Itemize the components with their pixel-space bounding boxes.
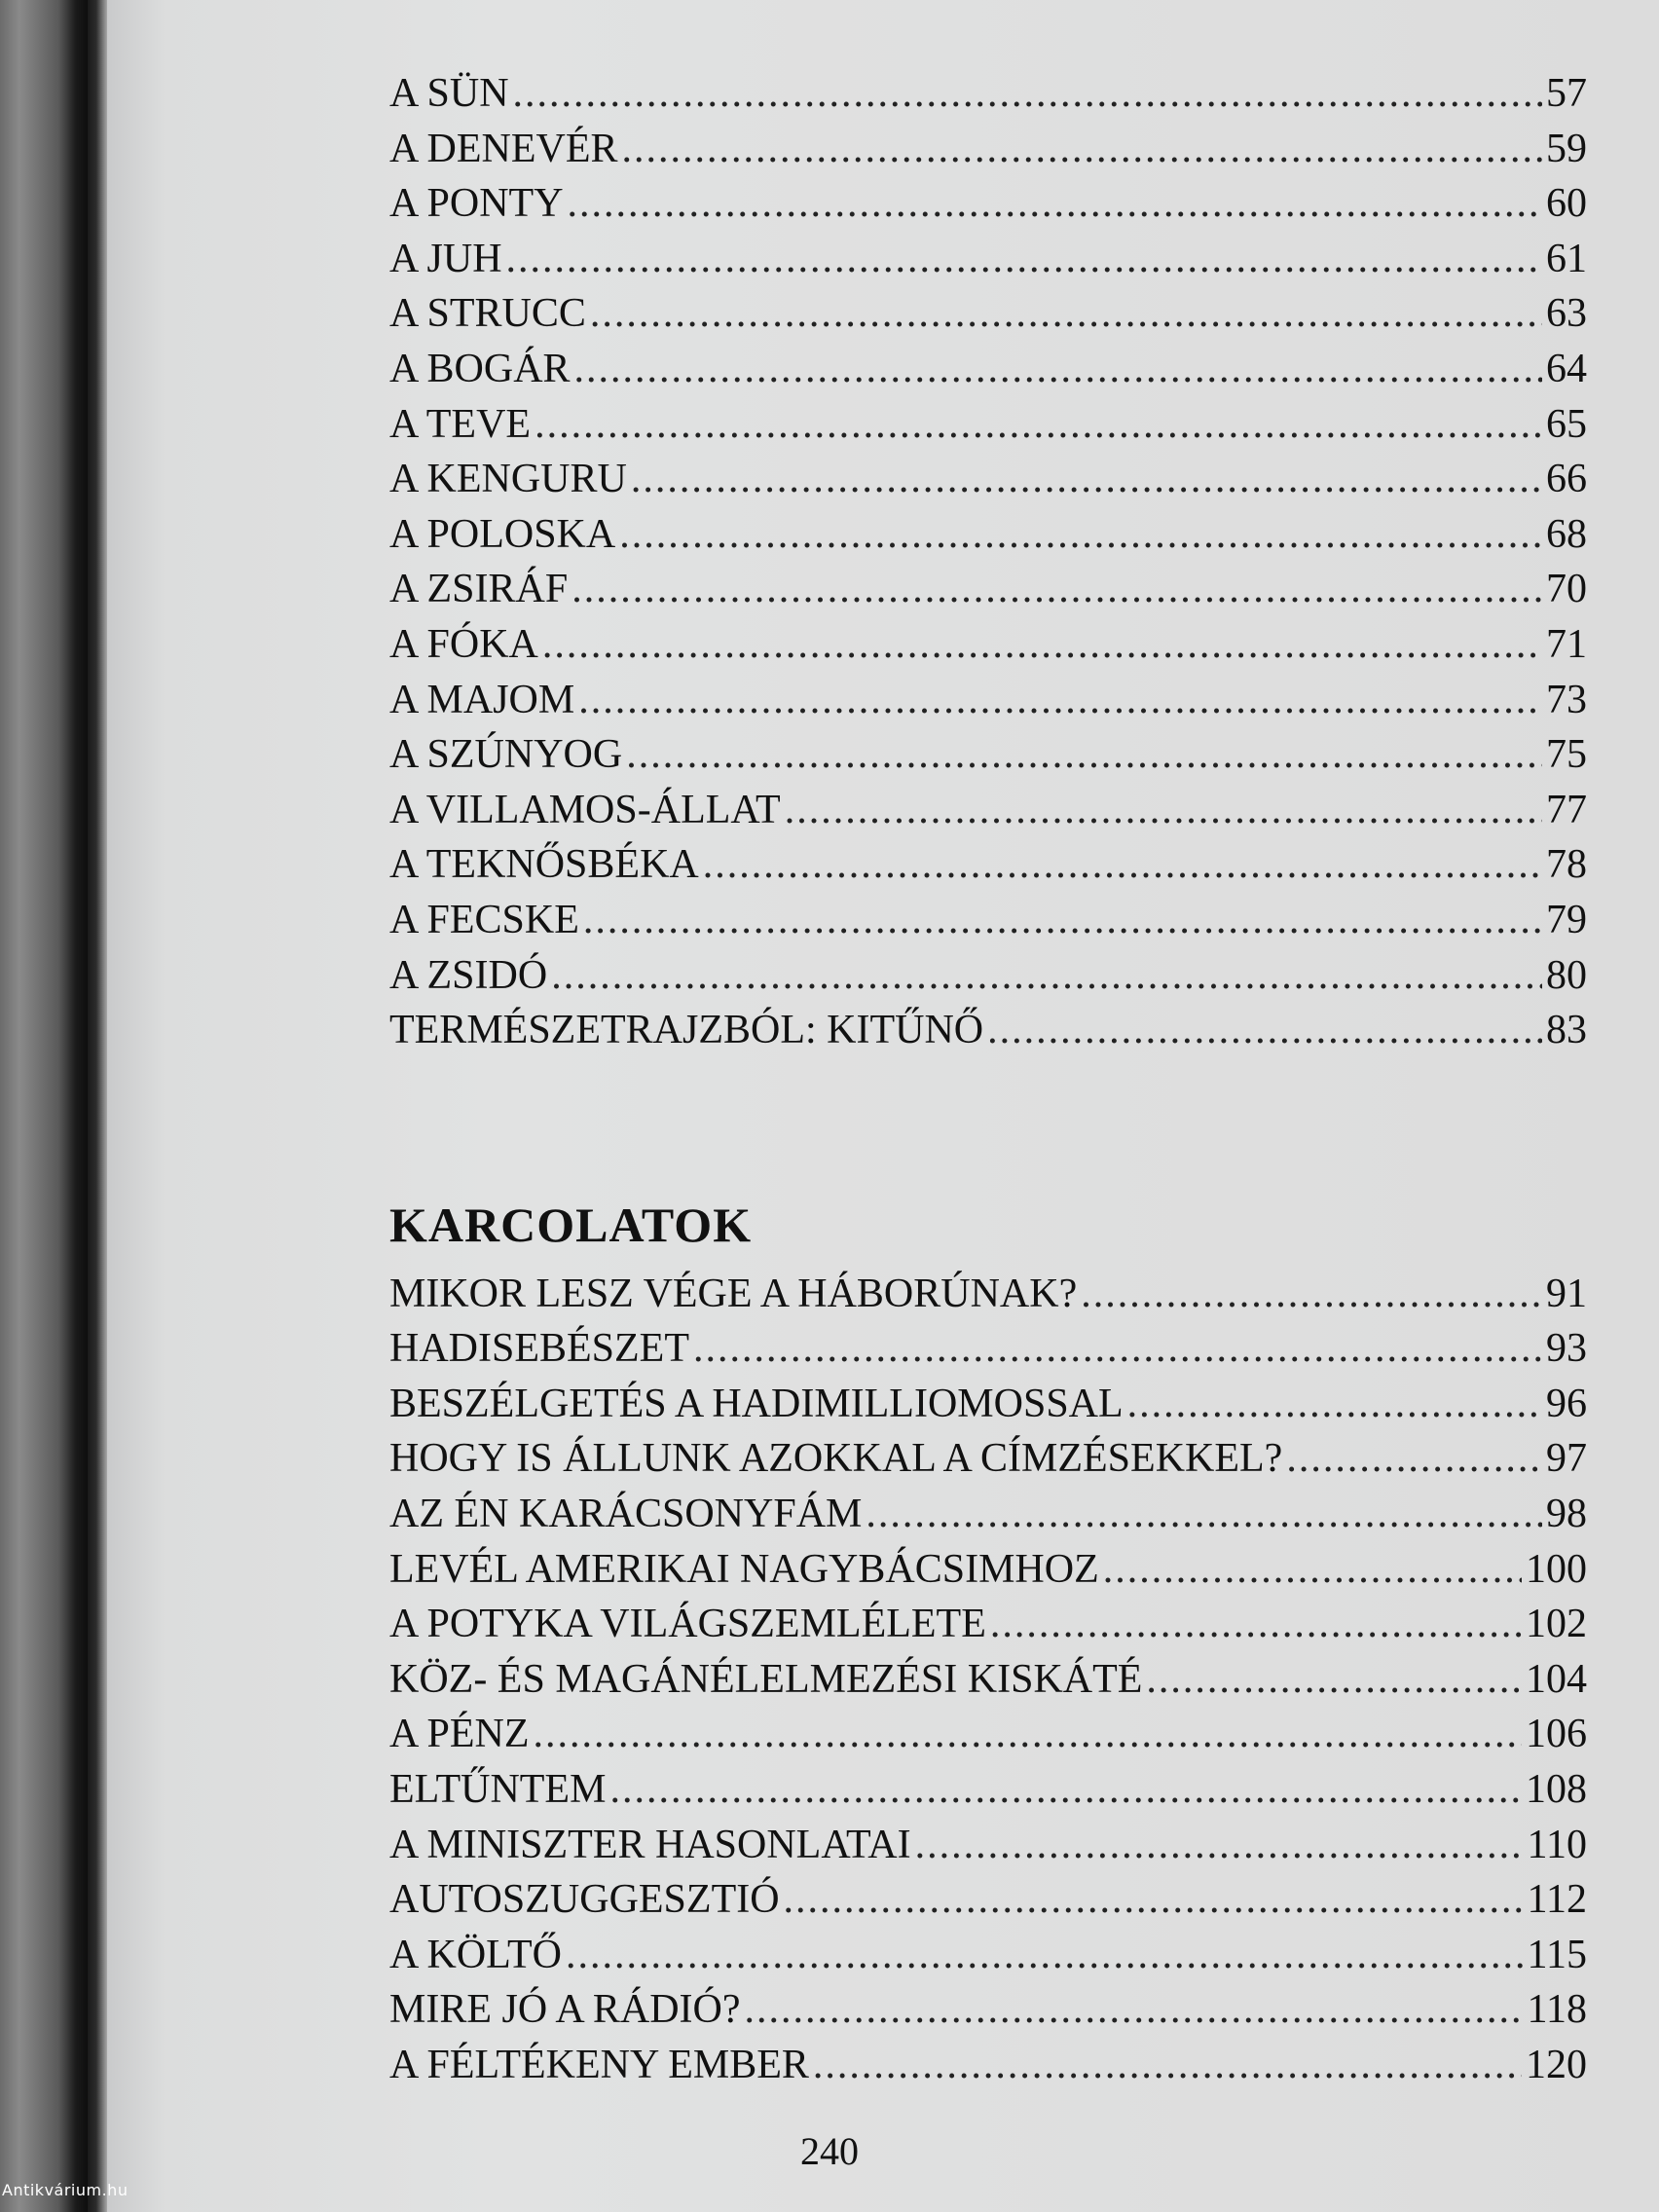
toc-entry-page-number: 71 (1546, 621, 1587, 667)
toc-entry (389, 948, 1587, 1004)
toc-entry-page-number: 75 (1546, 732, 1587, 778)
toc-entry-title: TERMÉSZETRAJZBÓL: KITŰNŐ (389, 1008, 984, 1053)
toc-entry (389, 1597, 1587, 1652)
toc-entry-page-number: 102 (1526, 1602, 1587, 1647)
toc-entry-page-number: 93 (1546, 1326, 1587, 1372)
dot-leader (785, 783, 1542, 838)
dot-leader (590, 286, 1542, 342)
toc-entry-page-number: 66 (1546, 457, 1587, 502)
toc-entry-page-number: 104 (1526, 1656, 1587, 1702)
toc-entry-page-number: 98 (1546, 1492, 1587, 1537)
toc-entry-title: A POLOSKA (389, 511, 616, 557)
dot-leader (784, 1872, 1524, 1928)
dot-leader (578, 673, 1542, 728)
toc-entry-title: A POTYKA VILÁGSZEMLÉLETE (389, 1602, 986, 1647)
toc-entry-page-number: 115 (1527, 1932, 1587, 1977)
dot-leader (1081, 1267, 1542, 1322)
toc-entry-page-number: 70 (1546, 567, 1587, 612)
toc-entry (389, 673, 1587, 728)
table-of-contents (389, 66, 1587, 2093)
toc-entry-page-number: 108 (1526, 1767, 1587, 1813)
toc-entry (389, 1762, 1587, 1818)
toc-entry (389, 1267, 1587, 1322)
toc-entry-title: A BOGÁR (389, 346, 571, 391)
dot-leader (915, 1818, 1524, 1873)
toc-entry-page-number: 57 (1546, 71, 1587, 116)
toc-entry (389, 1982, 1587, 2038)
dot-leader (551, 948, 1542, 1004)
toc-entry-title: A JUH (389, 236, 502, 281)
toc-entry-page-number: 112 (1527, 1877, 1587, 1923)
dot-leader (535, 397, 1542, 453)
toc-entry-title: A ZSIRÁF (389, 567, 569, 612)
toc-entry (389, 397, 1587, 453)
dot-leader (987, 1003, 1542, 1058)
toc-entry-title: AUTOSZUGGESZTIÓ (389, 1877, 780, 1923)
toc-entry-title: A MAJOM (389, 677, 575, 722)
toc-entry-title: A PÉNZ (389, 1712, 530, 1757)
dot-leader (619, 507, 1542, 563)
dot-leader (513, 66, 1542, 122)
toc-entry-title: BESZÉLGETÉS A HADIMILLIOMOSSAL (389, 1381, 1124, 1426)
dot-leader (506, 232, 1542, 287)
toc-entry (389, 342, 1587, 397)
toc-entry-page-number: 106 (1526, 1712, 1587, 1757)
dot-leader (626, 727, 1542, 783)
toc-entry (389, 452, 1587, 507)
toc-entry-page-number: 97 (1546, 1436, 1587, 1482)
toc-entry-page-number: 80 (1546, 952, 1587, 998)
toc-entry (389, 286, 1587, 342)
toc-entry (389, 122, 1587, 177)
page-number: 240 (800, 2129, 859, 2173)
toc-entry-page-number: 61 (1546, 236, 1587, 281)
toc-entry (389, 2038, 1587, 2093)
toc-entry-title: KÖZ- ÉS MAGÁNÉLELMEZÉSI KISKÁTÉ (389, 1656, 1143, 1702)
toc-entry (389, 1707, 1587, 1762)
toc-entry (389, 1487, 1587, 1542)
toc-entry (389, 837, 1587, 893)
toc-entry-page-number: 83 (1546, 1008, 1587, 1053)
toc-entry-title: MIKOR LESZ VÉGE A HÁBORÚNAK? (389, 1271, 1078, 1316)
toc-entry-title: A TEKNŐSBÉKA (389, 842, 699, 888)
toc-entry (389, 1872, 1587, 1928)
toc-entry-title: A PONTY (389, 181, 564, 227)
toc-entry-title: A ZSIDÓ (389, 952, 548, 998)
dot-leader (745, 1982, 1524, 2038)
toc-entry-page-number: 96 (1546, 1381, 1587, 1426)
toc-entry-page-number: 60 (1546, 181, 1587, 227)
toc-entry (389, 1928, 1587, 1983)
toc-entry (389, 507, 1587, 563)
toc-entry-page-number: 118 (1527, 1987, 1587, 2033)
toc-entry-title: A FECSKE (389, 897, 579, 942)
toc-list (389, 66, 1587, 1058)
toc-entry (389, 1542, 1587, 1598)
toc-entry-title: A FÓKA (389, 621, 538, 667)
toc-entry (389, 893, 1587, 948)
dot-leader (866, 1487, 1542, 1542)
toc-entry-title: A FÉLTÉKENY EMBER (389, 2043, 809, 2087)
dot-leader (1127, 1377, 1542, 1432)
dot-leader (609, 1762, 1522, 1818)
toc-entry (389, 1652, 1587, 1708)
toc-entry-page-number: 91 (1546, 1271, 1587, 1316)
toc-entry-page-number: 59 (1546, 126, 1587, 171)
toc-entry-title: A KÖLTŐ (389, 1932, 562, 1977)
toc-entry-page-number: 63 (1546, 291, 1587, 337)
section-heading: KARCOLATOK (389, 1197, 753, 1252)
dot-leader (1286, 1431, 1542, 1487)
dot-leader (542, 617, 1542, 673)
toc-entry-title: HADISEBÉSZET (389, 1326, 689, 1372)
toc-entry-title: A DENEVÉR (389, 126, 618, 171)
toc-entry (389, 727, 1587, 783)
dot-leader (574, 342, 1542, 397)
dot-leader (813, 2038, 1522, 2093)
toc-entry (389, 1377, 1587, 1432)
toc-entry-title: AZ ÉN KARÁCSONYFÁM (389, 1492, 863, 1537)
dot-leader (622, 122, 1543, 177)
dot-leader (568, 176, 1542, 232)
toc-entry-page-number: 100 (1526, 1546, 1587, 1592)
dot-leader (583, 893, 1542, 948)
toc-entry-title: HOGY IS ÁLLUNK AZOKKAL A CÍMZÉSEKKEL? (389, 1436, 1283, 1482)
toc-entry-title: ELTŰNTEM (389, 1767, 607, 1813)
dot-leader (566, 1928, 1524, 1983)
dot-leader (571, 562, 1542, 617)
dot-leader (703, 837, 1542, 893)
toc-entry-title: A MINISZTER HASONLATAI (389, 1822, 911, 1867)
toc-entry (389, 1431, 1587, 1487)
toc-entry-page-number: 77 (1546, 787, 1587, 832)
toc-entry (389, 1321, 1587, 1377)
toc-entry-page-number: 78 (1546, 842, 1587, 888)
toc-entry-title: A SÜN (389, 71, 509, 116)
toc-entry (389, 1818, 1587, 1873)
toc-entry-title: LEVÉL AMERIKAI NAGYBÁCSIMHOZ (389, 1546, 1099, 1592)
toc-entry-page-number: 110 (1527, 1822, 1587, 1867)
toc-entry (389, 617, 1587, 673)
dot-leader (1103, 1542, 1522, 1598)
toc-entry-title: A SZÚNYOG (389, 732, 623, 778)
book-spine (0, 0, 88, 2212)
toc-entry-page-number: 65 (1546, 401, 1587, 447)
dot-leader (990, 1597, 1522, 1652)
toc-entry-page-number: 79 (1546, 897, 1587, 942)
toc-entry-title: A STRUCC (389, 291, 586, 337)
toc-entry (389, 232, 1587, 287)
toc-entry-page-number: 64 (1546, 346, 1587, 391)
toc-entry (389, 562, 1587, 617)
dot-leader (534, 1707, 1522, 1762)
toc-entry (389, 1003, 1587, 1058)
toc-entry (389, 783, 1587, 838)
toc-entry-title: MIRE JÓ A RÁDIÓ? (389, 1987, 741, 2033)
toc-entry-page-number: 68 (1546, 511, 1587, 557)
toc-entry-title: A KENGURU (389, 457, 627, 502)
toc-entry-page-number: 120 (1526, 2043, 1587, 2087)
toc-entry (389, 66, 1587, 122)
toc-entry-page-number: 73 (1546, 677, 1587, 722)
watermark-text: Antikvárium.hu (2, 2181, 129, 2199)
dot-leader (693, 1321, 1542, 1377)
toc-entry-title: A TEVE (389, 401, 532, 447)
page-gutter-shadow (88, 0, 109, 2212)
toc-list (389, 1267, 1587, 2093)
dot-leader (1146, 1652, 1522, 1708)
dot-leader (631, 452, 1542, 507)
toc-entry-title: A VILLAMOS-ÁLLAT (389, 787, 781, 832)
toc-entry (389, 176, 1587, 232)
